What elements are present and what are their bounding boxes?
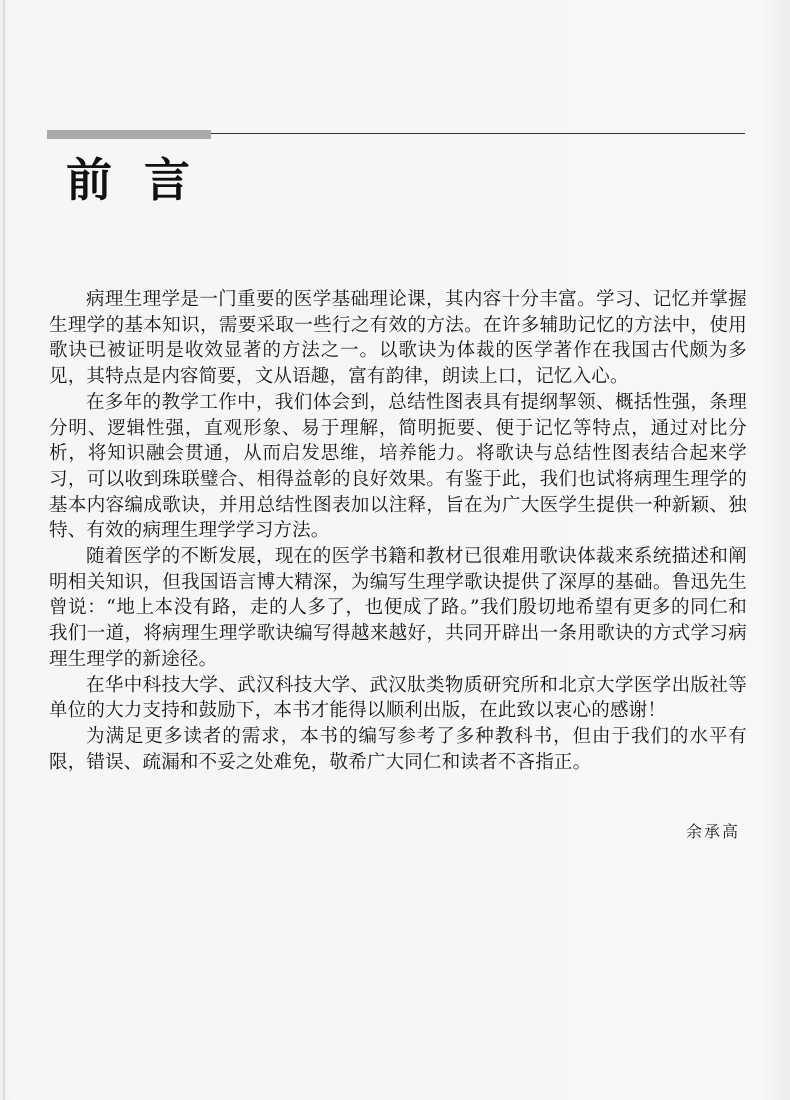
author-signature: 余承高 bbox=[685, 822, 740, 841]
preface-body bbox=[49, 287, 747, 775]
paragraph-2: 在多年的教学工作中，我们体会到，总结性图表具有提纲挈领、概括性强，条理分明、逻辑性强，直观形象、易于理解，简明扼要、便于记忆等特点，通过对比分析，将知识融会贯通，从而启发思维，培养能力。将歌诀与总结性图表结合起来学习，可以收到珠联璧合、相得益彰的良好效果。有鉴于此，我们也试将病理生理学的基本内容编成歌诀，并用总结性图表加以注释，旨在为广大医学生提供一种新颖、独特、有效的病理生理学学习方法。 bbox=[49, 391, 747, 542]
page-edge-shadow bbox=[3, 0, 5, 1100]
header-rule-thin bbox=[211, 133, 745, 134]
page-title: 前言 bbox=[66, 153, 222, 207]
paragraph-3: 随着医学的不断发展，现在的医学书籍和教材已很难用歌诀体裁来系统描述和阐明相关知识，但我国语言博大精深，为编写生理学歌诀提供了深厚的基础。鲁迅先生曾说：“地上本没有路，走的人多了，也便成了路。”我们殷切地希望有更多的同仁和我们一道，将病理生理学歌诀编写得越来越好，共同开辟出一条用歌诀的方式学习病理生理学的新途径。 bbox=[49, 546, 747, 670]
paragraph-5: 为满足更多读者的需求，本书的编写参考了多种教科书，但由于我们的水平有限，错误、疏漏和不妥之处难免，敬希广大同仁和读者不吝指正。 bbox=[49, 725, 747, 773]
header-rule-thick bbox=[47, 130, 211, 139]
paragraph-1: 病理生理学是一门重要的医学基础理论课，其内容十分丰富。学习、记忆并掌握生理学的基本知识，需要采取一些行之有效的方法。在许多辅助记忆的方法中，使用歌诀已被证明是收效显著的方法之一。以歌诀为体裁的医学著作在我国古代颇为多见，其特点是内容简要，文从语趣，富有韵律，朗读上口，记忆入心。 bbox=[49, 289, 747, 388]
paragraph-4: 在华中科技大学、武汉科技大学、武汉肽类物质研究所和北京大学医学出版社等单位的大力支持和鼓励下，本书才能得以顺利出版，在此致以衷心的感谢！ bbox=[49, 674, 747, 722]
